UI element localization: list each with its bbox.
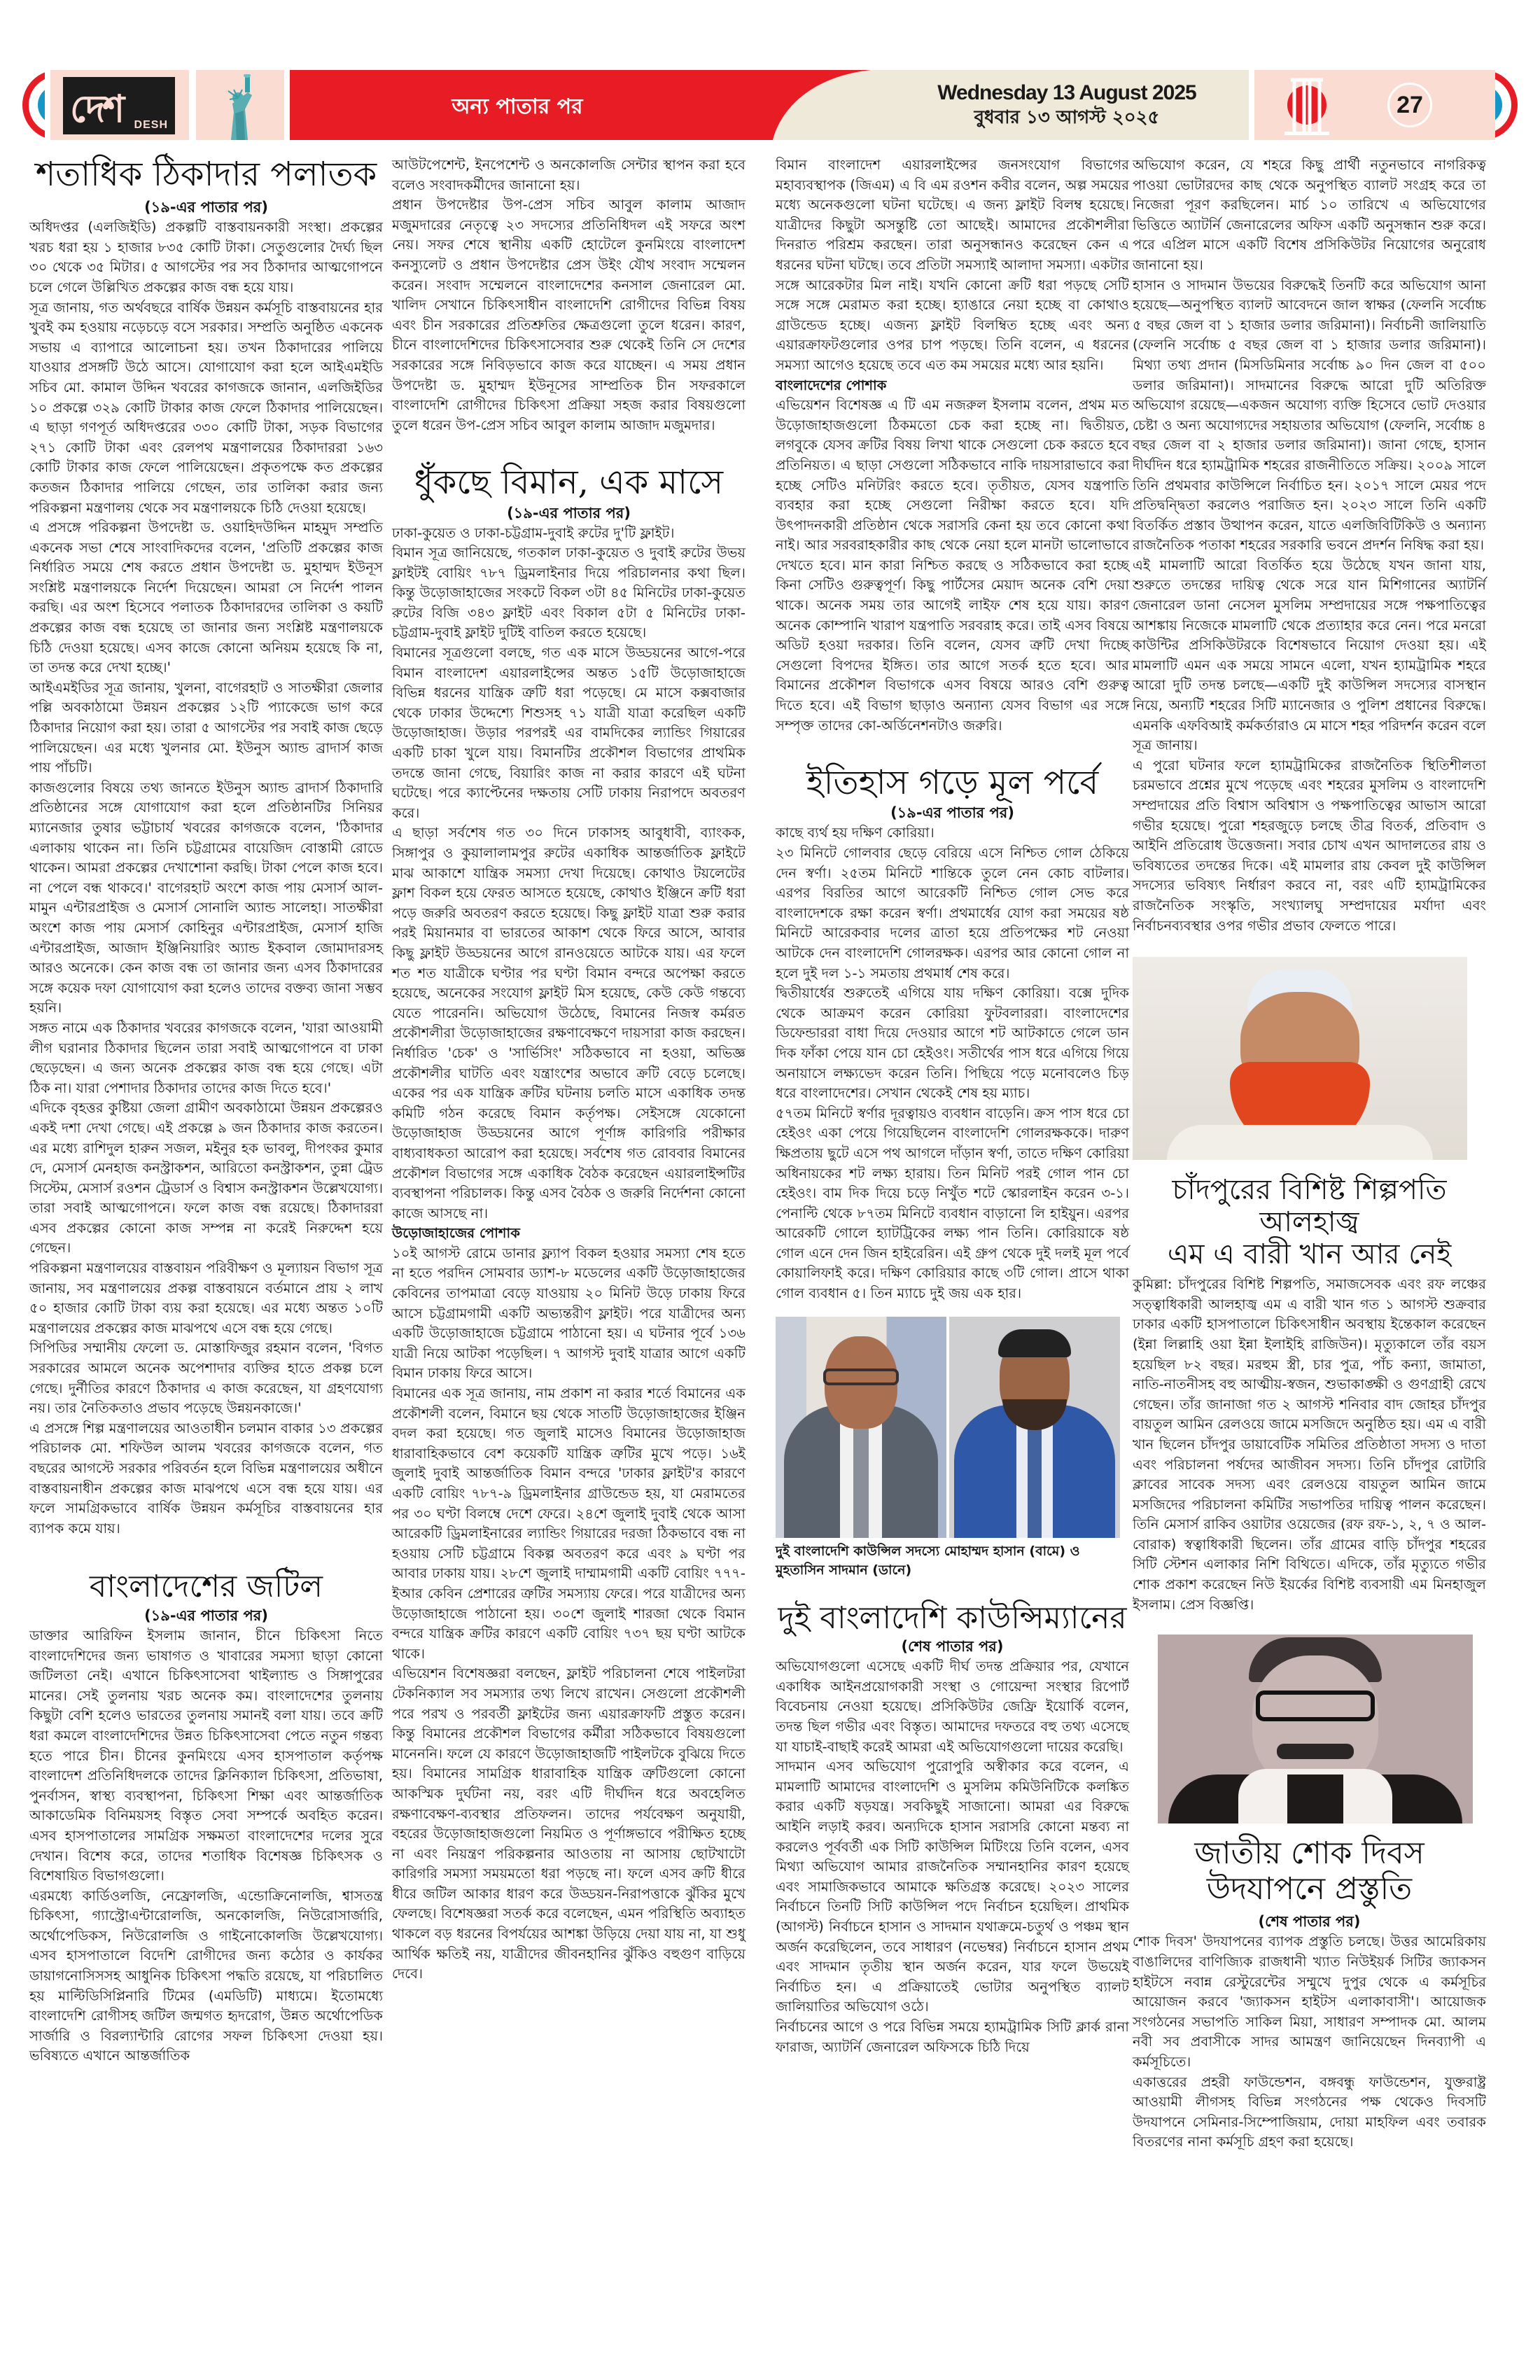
paragraph: এভিয়েশন বিশেষজ্ঞ এ টি এম নজরুল ইসলাম বলেন, প্রথম মত উড়োজাহাজগুলো ঠিকমতো চেক করা হচ্ছে না। দ্বিতীয়ত, লগবুকে যেসব ক্রটির বিষয় লিখা থাকে সেগুলো চেক করতে হবে প্রতিনিয়ত। এ ছাড়া সেগুলো সঠিকভাবে নাকি দায়সারাভাবে করা হচ্ছে সেটিও মনিটরিং করতে হবে। তৃতীয়ত, যেসব যন্ত্রপাতি ব্যবহার করা হচ্ছে সেগুলো নিরীক্ষা করতে হবে। যদি উৎপাদনকারী প্রতিষ্ঠান থেকে সরাসরি কেনা হয় তবে কোনো কথা নাই। আর সরবরাহকারীর কাছ থেকে নেয়া হলে মানটা ভালোভাবে দেখতে হবে। মান কারা নিশ্চিত করছে ও সঠিকভাবে করা হচ্ছে কিনা সেটিও গুরুত্বপূর্ণ। কিছু পার্টসের মেয়াদ অনেক বেশি দেয়া থাকে। অনেক সময় তার আগেই লাইফ শেষ হয়ে যায়। কারণ অনেক কোম্পানি খারাপ যন্ত্রপাতি সরবরাহ করে। তাই এসব বিষয়ে অডিট হওয়া দরকার। তিনি বলেন, যেসব ত্রুটি দেখা দিচ্ছে সেগুলো বিপদের ইঙ্গিত। তার আগে সতর্ক হতে হবে। আর বিমানের প্রকৌশল বিভাগকে এসব বিষয়ে আরও বেশি গুরুত্ব দিতে হবে। এই বিভাগ ছাড়াও অন্যান্য যেসব বিভাগ এর সঙ্গে সম্পৃক্ত তাদের কো-অর্ডিনেশনটাও জরুরি। <box>776 397 1129 734</box>
continuation-note: (শেষ পাতার পর) <box>901 1638 1004 1656</box>
paragraph: এভিয়েশন বিশেষজ্ঞরা বলছেন, ফ্লাইট পরিচালনা শেষে পাইলটরা টেকনিক্যাল সব সমস্যার তথ্য লিখে রাখেন। সেগুলো প্রকৌশলী পরে পরখ ও পরবর্তী ফ্লাইটের জন্য এয়ারক্রাফটি প্রস্তুত করেন। কিন্তু বিমানের প্রকৌশল বিভাগের কর্মীরা সঠিকভাবে বিষয়গুলো মানেননি। ফলে যে কারণে উড়োজাহাজটি পাইলটকে বুঝিয়ে দিতে হয়। বিমানের সামগ্রিক ধারাবাহিক যান্ত্রিক ত্রুটিগুলো কোনো আকস্মিক দুর্ঘটনা নয়, বরং এটি দীর্ঘদিন ধরে অবহেলিত রক্ষণাবেক্ষণ-ব্যবস্থার প্রতিফলন। তাদের পর্যবেক্ষণ অনুযায়ী, বহরের উড়োজাহাজগুলো নিয়মিত ও পূর্ণাঙ্গভাবে পরীক্ষিত হচ্ছে না এবং নিয়ন্ত্রণ পরিকল্পনার আওতায় না আসায় ছোটখাটো কারিগরি সমস্যা সময়মতো ধরা পড়ছে না। ফলে এসব ক্রটি ধীরে ধীরে জটিল আকার ধারণ করে উড্ডয়ন-নিরাপত্তাকে ঝুঁকির মুখে ফেলছে। বিশেষজ্ঞরা সতর্ক করে বলেছেন, এমন পরিস্থিতি অব্যাহত থাকলে বড় ধরনের বিপর্যয়ের আশঙ্কা উড়িয়ে দেয়া যায় না, যা শুধু আর্থিক ক্ষতিই নয়, যাত্রীদের জীবনহানির ঝুঁকিও বহুগুণ বাড়িয়ে দেবে। <box>392 1665 746 1982</box>
date-english: Wednesday 13 August 2025 <box>937 81 1196 104</box>
paragraph: কাজগুলোর বিষয়ে তথ্য জানতে ইউনুস অ্যান্ড ব্রাদার্স ঠিকাদারি প্রতিষ্ঠানের সঙ্গে যোগাযোগ করা হলে প্রতিষ্ঠানটির সিনিয়র ম্যানেজার তুষার ভট্টাচার্য খবরের কাগজকে বলেন, 'ঠিকাদার এলাকায় থাকেন না। তিনি চট্টগ্রামের বায়েজিদ বোস্তামী রোডে থাকেন। আমরা প্রকল্পের দেখাশোনা করছি। টাকা পেলে কাজ হবে। না পেলে বন্ধ থাকবে।' বাগেরহাট অংশে কাজ পায় মেসার্স আল-মামুন এন্টারপ্রাইজ ও মেসার্স সোনালি অ্যান্ড সালেহা। সাতক্ষীরা অংশে কাজ পায় মেসার্স কোহিনুর এন্টারপ্রাইজ, মেসার্স হাজি এন্টারপ্রাইজ, আজাদ ইঞ্জিনিয়ারিং অ্যান্ড ইকবাল জোমাদারসহ আরও অনেকে। কেন কাজ বন্ধ তা জানার জন্য এসব ঠিকাদারের সঙ্গে কয়েক দফা যোগাযোগ করা হলেও তাদের বক্তব্য জানা সম্ভব হয়নি। <box>29 779 383 1016</box>
headline-football: ইতিহাস গড়ে মূল পর্বে <box>806 763 1099 803</box>
paragraph: সাদমান এসব অভিযোগ পুরোপুরি অস্বীকার করে বলেন, এ মামলাটি আমাদের বাংলাদেশি ও মুসলিম কমিউনিটিকে কলঙ্কিত করার একটি ষড়যন্ত্র। সবকিছুই সাজানো। আমরা এর বিরুদ্ধে আইনি লড়াই করব। অন্যদিকে হাসান সরাসরি কোনো মন্তব্য না করলেও পূর্ববর্তী এক সিটি কাউন্সিল মিটিংয়ে তিনি বলেন, এসব মিথ্যা অভিযোগ আমার রাজনৈতিক সম্মানহানির কারণ হয়েছে এবং সামাজিকভাবে আমাকে ক্ষতিগ্রস্ত করেছে। ২০২৩ সালের নির্বাচনে তিনটি সিটি কাউন্সিল পদে নির্বাচন হয়েছিল। প্রাথমিক (আগস্ট) নির্বাচনে হাসান ও সাদমান যথাক্রমে-চতুর্থ ও পঞ্চম স্থান অর্জন করেছিলেন, তবে সাধারণ (নভেম্বর) নির্বাচনে হাসান প্রথম এবং সাদমান তৃতীয় স্থান অর্জন করেন, যার ফলে উভয়েই নির্বাচিত হন। এ প্রক্রিয়াতেই ভোটার অনুপস্থিত ব্যালট জালিয়াতির অভিযোগ ওঠে। <box>776 1758 1129 2015</box>
subhead: উড়োজাহাজের পোশাক <box>392 1225 520 1242</box>
article-councilmen <box>776 1601 1129 2057</box>
article-contractors <box>29 155 383 1539</box>
continuation-note: (১৯-এর পাতার পর) <box>507 504 631 522</box>
paragraph: এ ছাড়া সর্বশেষ গত ৩০ দিনে ঢাকাসহ আবুধাবী, ব্যাংকক, সিঙ্গাপুর ও কুয়ালালামপুর রুটের একাধিক আন্তর্জাতিক ফ্লাইটে মাঝ আকাশে যান্ত্রিক সমস্যা দেখা দিয়েছে। কোথাও টয়লেটের ফ্লাশ বিকল হয়ে ফেরত আসতে হয়েছে, কোথাও ইঞ্জিনে ক্রটি ধরা পড়ে জরুরি অবতরণ করতে হয়েছে। কিছু ফ্লাইট যাত্রা শুরু করার পরই মিয়ানমার বা ভারতের আকাশ থেকে ফিরে আসে, আবার কিছু ফ্লাইট উড্ডয়নের আগে রানওয়েতে আটকে যায়। এর ফলে শত শত যাত্রীকে ঘণ্টার পর ঘণ্টা বিমান বন্দরে অপেক্ষা করতে হয়েছে, অনেকের সংযোগ ফ্লাইট মিস হয়েছে, কেউ কেউ গন্তব্যে যেতে পারেননি। অভিযোগ উঠেছে, বিমানের নিজস্ব কর্মরত প্রকৌশলীরা উড়োজাহাজের রক্ষণাবেক্ষণে দায়সারা কাজ করছেন। নির্ধারিত 'চেক' ও 'সার্ভিসিং' সঠিকভাবে না হওয়া, অভিজ্ঞ প্রকৌশলীর ঘাটতি এবং যন্ত্রাংশের অভাবে ক্রটি বেড়ে চলেছে। একের পর এক যান্ত্রিক ক্রটির ঘটনায় চলতি মাসে একাধিক তদন্ত কমিটি গঠন করেছে বিমান কর্তৃপক্ষ। সেইসঙ্গে যেকোনো উড়োজাহাজ উড্ডয়নের আগে পূর্ণাঙ্গ কারিগরি পরীক্ষার বাধ্যবাধকতা আরোপ করা হয়েছে। সর্বশেষ গত রোববার বিমানের প্রকৌশল বিভাগের সঙ্গে একাধিক বৈঠক করেছেন এয়ারলাইন্সটির ব্যবস্থাপনা পরিচালক। কিন্তু এসব বৈঠক ও জরুরি নির্দেশনা কোনো কাজে আসছে না। <box>392 825 746 1222</box>
column-4 <box>1133 155 1486 2152</box>
headline-biman: ধুঁকছে বিমান, এক মাসে <box>414 463 724 503</box>
masthead-left-cap <box>17 70 45 140</box>
statue-of-liberty-emblem <box>196 70 284 140</box>
paragraph: প্রধান উপদেষ্টার উপ-প্রেস সচিব আবুল কালাম আজাদ মজুমদারের নেতৃত্বে ২৩ সদস্যের প্রতিনিধিদল এই সফরে অংশ নেয়। সফর শেষে স্থানীয় একটি হোটেলে কুনমিংয়ে বাংলাদেশ কনস্যুলেট ও প্রধান উপদেষ্টার প্রেস উইং যৌথ সংবাদ সম্মেলন করেন। সংবাদ সম্মেলনে বাংলাদেশের কনসাল জেনারেল মো. খালিদ সেখানে চিকিৎসাধীন বাংলাদেশি রোগীদের বিভিন্ন বিষয় এবং চীন সরকারের প্রতিশ্রুতির ক্ষেত্রগুলো তুলে ধরেন। কারণ, চীনে বাংলাদেশিদের চিকিৎসাসেবার শুরু থেকেই তিনি সে দেশের সরকারের সঙ্গে নিবিড়ভাবে কাজ করে যাচ্ছেন। এ সময় প্রধান উপদেষ্টা ড. মুহাম্মদ ইউনূসের সাম্প্রতিক চীন সফরকালে বাংলাদেশি রোগীদের চিকিৎসা প্রক্রিয়া সহজ করার বিষয়গুলো তুলে ধরেন উপ-প্রেস সচিব আবুল কালাম আজাদ মজুমদার। <box>392 197 746 433</box>
paragraph: ১০ই আগস্ট রোমে ডানার ফ্ল্যাপ বিকল হওয়ার সমস্যা শেষ হতে না হতে পরদিন সোমবার ড্যাশ-৮ মডেলের একটি উড়োজাহাজের কেবিনের তাপমাত্রা বেড়ে যাওয়ায় ২০ মিনিট উড়ে ঢাকায় ফিরে আসে চট্টগ্রামগামী একটি অভ্যন্তরীণ ফ্লাইট। পরে যাত্রীদের অন্য একটি উড়োজাহাজে চট্টগ্রামে পাঠানো হয়। এ ঘটনার পূর্বে ১৩৬ যাত্রী নিয়ে আটকা পড়েছিল। ৭ আগস্ট দুবাই যাত্রার আগে একটি বিমান ঢাকায় ফিরে আসে। <box>392 1245 746 1382</box>
councilmen-photo-figure <box>776 1317 1129 1580</box>
page-number-box <box>1254 70 1495 140</box>
paragraph: এ প্রসঙ্গে শিল্প মন্ত্রণালয়ের আওতাধীন চলমান বাকার ১৩ প্রকল্পের পরিচালক মো. শফিউল আলম খবরের কাগজকে বলেন, গত বছরের আগস্টে সরকার পরিবর্তন হলে বিভিন্ন মন্ত্রণালয়ের অধীনে বাস্তবায়নাধীন প্রকল্পের কাজ মাঝপথে এসে বন্ধ হয়ে যায়। এর ফলে সামগ্রিকভাবে বার্ষিক উন্নয়ন কর্মসূচির বাস্তবায়নের হার ব্যাপক কমে যায়। <box>29 1420 383 1536</box>
paragraph: বিমান বাংলাদেশ এয়ারলাইন্সের জনসংযোগ বিভাগের মহাব্যবস্থাপক (জিএম) এ বি এম রওশন কবীর বলেন, অল্প সময়ের মধ্যে অনেকগুলো ঘটনা ঘটেছে। এ জন্য ফ্লাইট বিলম্ব হয়েছে। যাত্রীদের কিছুটা অসন্তুষ্টি তো আছেই। আমাদের প্রকৌশলীরা দিনরাত পরিশ্রম করছেন। তারা অনুসন্ধানও করেছেন কেন এ ধরনের ঘটনা ঘটছে। তবে প্রতিটা সমস্যাই আলাদা সমস্যা। একটার সঙ্গে আরেকটার মিল নাই। যখনি কোনো ক্রটি ধরা পড়ছে সেটি সঙ্গে সঙ্গে মেরামত করা হচ্ছে। হ্যাঙারে নেয়া হচ্ছে বা কোথাও গ্রাউন্ডেড হচ্ছে। এজন্য ফ্লাইট বিলম্বিত হচ্ছে এবং অন্য এয়ারক্রাফটগুলোর ওপর চাপ পড়ছে। তিনি বলেন, এ ধরনের সমস্যা আগেও হয়েছে তবে এত কম সময়ের মধ্যে আর হয়নি। <box>776 157 1129 373</box>
photo-muhtasin-sadman <box>949 1317 1120 1538</box>
paragraph: পরিকল্পনা মন্ত্রণালয়ের বাস্তবায়ন পরিবীক্ষণ ও মূল্যায়ন বিভাগ সূত্র জানায়, সব মন্ত্রণালয়ের প্রকল্প বাস্তবায়নে বর্তমানে প্রায় ২ লাখ ৫০ হাজার কোটি টাকা ব্যয় করা হয়েছে। এর মধ্যে অন্তত ১০টি মন্ত্রণালয়ের প্রকল্পের কাজ মাঝপথে এসে বন্ধ হয়ে গেছে। <box>29 1260 383 1336</box>
column-1 <box>29 155 383 2066</box>
paragraph: সঙ্গত নামে এক ঠিকাদার খবরের কাগজকে বলেন, 'যারা আওয়ামী লীগ ঘরানার ঠিকাদার ছিলেন তারা সবাই আত্মগোপনে বা ঢাকা ছেড়েছেন। এ জন্য অনেক প্রকল্পের কাজ বন্ধ হয়ে গেছে। এটা ঠিক না। যারা পেশাদার ঠিকাদার তাদের কাজ দিতে হবে।' <box>29 1019 383 1096</box>
logo-glyph: দেশ <box>70 87 122 131</box>
article-mourning <box>1133 1836 1486 2152</box>
logo[interactable] <box>50 70 189 140</box>
continuation-note: (১৯-এর পাতার পর) <box>144 1606 268 1624</box>
paragraph: ঢাকা-কুয়েত ও ঢাকা-চট্টগ্রাম-দুবাই রুটের দু'টি ফ্লাইট। <box>392 524 675 541</box>
photo-caption: দুই বাংলাদেশি কাউন্সিল সদস্যে মোহাম্মদ হাসান (বামে) ও মুহতাসিন সাদমান (ডানে) <box>776 1543 1080 1578</box>
paragraph: অভিযোগগুলো এসেছে একটি দীর্ঘ তদন্ত প্রক্রিয়ার পর, যেখানে একাধিক আইনপ্রয়োগকারী সংস্থা ও গোয়েন্দা সংস্থার রিপোর্ট বিবেচনায় নেওয়া হয়েছে। প্রসিকিউটর জেফ্রি ইয়োর্কি বলেন, তদন্ত ছিল গভীর এবং বিস্তৃত। আমাদের দফতরে বহু তথ্য এসেছে যা যাচাই-বাছাই করেই আমরা এই অভিযোগগুলো দায়ের করেছি। <box>776 1658 1129 1755</box>
continuation-note: (শেষ পাতার পর) <box>1258 1913 1361 1931</box>
section-title: অন্য পাতার পর <box>451 94 583 119</box>
paragraph: ২৩ মিনিটে গোলবার ছেড়ে বেরিয়ে এসে নিশ্চিত গোল ঠেকিয়ে দেন স্বর্ণা। ২৫তম মিনিটে শান্তিকে তুলে নেন কোচ বাটলার। এরপর বিরতির আগে আরেকটি নিশ্চিত গোল সেভ করে বাংলাদেশকে রক্ষা করেন স্বর্ণা। প্রথমার্ধের যোগ করা সময়ের ষষ্ঠ মিনিটে আরেকবার দলের ত্রাতা হয়ে প্রতিপক্ষের শট নেওয়া আটকে দেন বাংলাদেশি গোলরক্ষক। এরপর আর কোনো গোল না হলে দুই দল ১-১ সমতায় প্রথমার্ধ শেষ করে। <box>776 845 1129 981</box>
obituary-photo-figure <box>1133 957 1486 1160</box>
paragraph: দ্বিতীয়ার্ধের শুরুতেই এগিয়ে যায় দক্ষিণ কোরিয়া। বক্সে দুদিক থেকে আক্রমণ করেন কোরিয়া ফুটবলাররা। বাংলাদেশের ডিফেন্ডাররা বাধা দিয়ে দেওয়ার আগে শট আটকাতে গেলে ডান দিক ফাঁকা পেয়ে যান চো হেইওং। সতীর্থের পাস ধরে এগিয়ে গিয়ে অনায়াসে লক্ষ্যভেদ করেন তিনি। পিছিয়ে পড়ে মনোবলেও চিড় ধরে বাংলাদেশের। সেখান থেকেই শেষ হয় ম্যাচ। <box>776 985 1129 1102</box>
paragraph: কাছে ব্যর্থ হয় দক্ষিণ কোরিয়া। <box>776 825 934 841</box>
article-biman-continued <box>776 155 1129 736</box>
mourning-portrait[interactable] <box>1158 1634 1473 1823</box>
paragraph: বিমানের সূত্রগুলো বলছে, গত এক মাসে উড্ডয়নের আগে-পরে বিমান বাংলাদেশ এয়ারলাইন্সের অন্তত ১৫টি উড়োজাহাজে বিভিন্ন ধরনের যান্ত্রিক ত্রুটি ধরা পড়েছে। মে মাসে কক্সবাজার থেকে ঢাকার উদ্দেশ্যে শিশুসহ ৭১ যাত্রী যাত্রা করেছিল একটি উড়োজাহাজ। উড়ার পরপরই এর বামদিকের ল্যান্ডিং গিয়ারের একটি চাকা খুলে যায়। বিমানটির প্রকৌশল বিভাগের প্রাথমিক তদন্তে জানা গেছে, বিয়ারিং কাজ না করার কারণে এই ঘটনা ঘটেছে। পরে ক্যাপ্টেনের দক্ষতায় সেটি ঢাকায় নিরাপদে অবতরণ করে। <box>392 645 746 821</box>
article-football <box>776 764 1129 1303</box>
obituary-portrait[interactable] <box>1133 957 1467 1160</box>
paragraph: সিপিডির সম্মানীয় ফেলো ড. মোস্তাফিজুর রহমান বলেন, 'বিগত সরকারের আমলে অনেক অপেশাদার ব্যক্তির হাতে প্রকল্প চলে গেছে। দুর্নীতির কারণে ঠিকাদার এ কাজ করেছেন, যা গ্রহণযোগ্য নয়। তার নৈতিকতাও প্রভাব পড়েছে উন্নয়নকাজে।' <box>29 1340 383 1417</box>
dateline <box>906 81 1228 130</box>
column-2 <box>392 155 746 1984</box>
subhead: বাংলাদেশের পোশাক <box>776 377 887 393</box>
masthead-right-cap <box>1495 70 1523 140</box>
paragraph: অধিদপ্তর (এলজিইডি) প্রকল্পটি বাস্তবায়নকারী সংস্থা। প্রকল্পের খরচ ধরা হয় ১ হাজার ৮৩৫ কোটি টাকা। সেতুগুলোর দৈর্ঘ্য ছিল ৩০ থেকে ৩৫ মিটার। ৫ আগস্টের পর সব ঠিকাদার আত্মগোপনে চলে গেলে উল্লিখিত প্রকল্পের কাজ বন্ধ হয়ে যায়। <box>29 219 383 295</box>
masthead <box>17 70 1523 140</box>
article-councilmen-continued <box>1133 155 1486 936</box>
paragraph: বিমান সূত্র জানিয়েছে, গতকাল ঢাকা-কুয়েত ও দুবাই রুটের উভয় ফ্লাইটই বোয়িং ৭৮৭ ড্রিমলাইনার দিয়ে পরিচালনার কথা ছিল। কিন্তু উড়োজাহাজের সংকটে বিকল ৩টা ৪৫ মিনিটের ঢাকা-কুয়েত রুটের বিজি ৩৪৩ ফ্লাইট এবং বিকাল ৫টা ৫ মিনিটের ঢাকা-চট্টগ্রাম-দুবাই ফ্লাইট দুটিই বাতিল করতে হয়েছে। <box>392 545 746 641</box>
paragraph: ৫৭তম মিনিটে স্বর্ণার দূরত্বায়ও ব্যবধান বাড়েনি। ক্রস পাস ধরে চো হেইওং একা পেয়ে গিয়েছিলেন বাংলাদেশি গোলরক্ষককে। দারুণ ক্ষিপ্রতায় ছুটে এসে পথ আগলে দাঁড়ান স্বর্ণা, তাতে দক্ষিণ কোরিয়া অধিনায়কের শট লক্ষ্য হারায়। তিন মিনিট পরই গোল পান চো হেইওং। বাম দিক দিয়ে চড়ে নিখুঁত শটে স্কোরলাইন করেন ৩-১। পেনাল্টি থেকে ৮৭তম মিনিটে ব্যবধান বাড়ানো লি হাইয়ুন। এরপর আরেকটি গোলে হ্যাটট্রিকের লক্ষ্য পান তিনি। কোরিয়াকে ষষ্ঠ গোল এনে দেন জিন হাইরেরিন। এই গ্রুপ থেকে দুই দলই মূল পর্বে কোয়ালিফাই করে। দক্ষিণ কোরিয়ার কাছে ৩টি গোল। প্রাসে থাকা গোল ব্যবধান ৫। তিন ম্যাচে দুই জয় এক হার। <box>776 1105 1129 1302</box>
article-biman <box>392 463 746 1984</box>
article-obituary <box>1133 1174 1486 1615</box>
headline-complex: বাংলাদেশের জটিল <box>89 1569 323 1605</box>
mourning-photo-figure <box>1133 1634 1486 1823</box>
page-number: 27 <box>1387 83 1432 127</box>
paragraph: সূত্র জানায়, গত অর্থবছরে বার্ষিক উন্নয়ন কর্মসূচি বাস্তবায়নের হার খুবই কম হওয়ায় নড়েচড়ে বসে সরকার। সম্প্রতি অনুষ্ঠিত একনেক সভায় এ ব্যাপারে আলোচনা হয়। তখন ঠিকাদারের পালিয়ে যাওয়ার প্রসঙ্গটি উঠে আসে। যোগাযোগ করা হলে আইএমইডি সচিব মো. কামাল উদ্দিন খবরের কাগজকে জানান, এলজিইডির ১০ প্রকল্পে ৩২৯ কোটি টাকার কাজ ফেলে ঠিকাদার পালিয়েছেন। এ ছাড়া গণপূর্ত অধিদপ্তরের ৩৩০ কোটি টাকা, সড়ক বিভাগের ২৭১ কোটি টাকা এবং রেলপথ মন্ত্রণালয়ের ঠিকাদাররা ১৬৩ কোটি টাকার কাজ ফেলে পালিয়েছেন। প্রকৃতপক্ষে কত প্রকল্পের কতজন ঠিকাদার পালিয়ে গেছেন, তার তালিকা করার জন্য পরিকল্পনা মন্ত্রণালয় থেকে সব মন্ত্রণালয়কে চিঠি দেওয়া হয়েছে। <box>29 299 383 516</box>
shaheed-minar-icon <box>1282 76 1331 136</box>
headline-contractors: শতাধিক ঠিকাদার পলাতক <box>35 155 377 194</box>
continuation-note: (১৯-এর পাতার পর) <box>144 199 268 216</box>
paragraph: এ প্রসঙ্গে পরিকল্পনা উপদেষ্টা ড. ওয়াহিদউদ্দিন মাহমুদ সম্প্রতি একনেক সভা শেষে সাংবাদিকদের বলেন, 'প্রতিটি প্রকল্পের কাজ নির্ধারিত সময়ে শেষ করতে প্রধান উপদেষ্টা ড. মুহাম্মদ ইউনূস সংশ্লিষ্ট মন্ত্রণালয়কে নির্দেশ দিয়েছেন। আমরা সে নির্দেশ পালন করছি। এর অংশ হিসেবে পলাতক ঠিকাদারদের তালিকা ও কয়টি প্রকল্পের কাজ বন্ধ হয়েছে তা জানার জন্য সংশ্লিষ্ট মন্ত্রণালয়কে চিঠি দেওয়া হয়েছে। এসব কাজে কোনো অনিয়ম হয়েছে কি না, তা তদন্ত করে দেখা হচ্ছে।' <box>29 519 383 676</box>
headline-obituary-line1: চাঁদপুরের বিশিষ্ট শিল্পপতি আলহাজ্ব <box>1172 1174 1447 1239</box>
paragraph: এদিকে বৃহত্তর কুষ্টিয়া জেলা গ্রামীণ অবকাঠামো উন্নয়ন প্রকল্পেরও একই দশা দেখা গেছে। এই প্রকল্পে ৯ জন ঠিকাদার কাজ করতেন। এর মধ্যে রাশিদুল হারুন সজল, মইনুর হক ভাবলু, দীপংকর কুমার দে, মেসার্স মেনহাজ কনস্ট্রাকশন, আরিতো কনস্ট্রাকশন, তুন্না ট্রেড সিস্টেম, মেসার্স রওশন ট্রেডার্স ও বিশ্বাস কনস্ট্রাকশন উল্লেখযোগ্য। তারা সবাই আত্মগোপনে। ফলে কাজ বন্ধ রয়েছে। ঠিকাদাররা এসব প্রকল্পের কোনো কাজ সম্পন্ন না করেই নিরুদ্দেশ হয়ে গেছেন। <box>29 1100 383 1256</box>
paragraph: শোক দিবস' উদযাপনের ব্যাপক প্রস্তুতি চলছে। উত্তর আমেরিকায় বাঙালিদের বাণিজ্যিক রাজধানী খ্যাত নিউইয়র্ক সিটির জ্যাকসন হাইটসে নবান্ন রেস্টুরেন্টের সম্মুখে দুপুর থেকে এ কর্মসূচির আয়োজন করবে 'জ্যাকসন হাইটস এলাকাবাসী'। আয়োজক সংগঠনের সভাপতি সাকিল মিয়া, সাধারণ সম্পাদক মো. আলম নবী সব প্রবাসীকে সাদর আমন্ত্রণ জানিয়েছেন দিনব্যাপী এ কর্মসূচিতে। <box>1133 1933 1486 2070</box>
paragraph: হাসান ও সাদমান উভয়ের বিরুদ্ধেই তিনটি করে অভিযোগ আনা হয়েছে—অনুপস্থিত ব্যালট আবেদনে জাল স্বাক্ষর (ফেলনি সর্বোচ্চ ৫ বছর জেল বা ১ হাজার ডলার জরিমানা)। নির্বাচনী জালিয়াতি (ফেলনি সর্বোচ্চ ৫ বছর জেল বা ১ হাজার ডলার জরিমানা)। মিথ্যা তথ্য প্রদান (মিসডিমিনার সর্বোচ্চ ৯০ দিন জেল বা ৫০০ ডলার জরিমানা)। সাদমানের বিরুদ্ধে আরো দুটি অতিরিক্ত অভিযোগ রয়েছে—একজন অযোগ্য ব্যক্তি হিসেবে ভোট দেওয়ার চেষ্টা ও অন্য অযোগ্যদের সহায়তার অভিযোগ (ফেলনি, সর্বোচ্চ ৪ বছর জেল বা ২ হাজার ডলার জরিমানা)। জানা গেছে, হাসান দীর্ঘদিন ধরে হ্যামট্রামিক শহরের রাজনীতিতে সক্রিয়। ২০০৯ সালে তিনি প্রথমবার কাউন্সিলে নির্বাচিত হন। ২০১৭ সালে মেয়র পদে প্রতিদ্বন্দ্বিতা করলেও পরাজিত হন। ২০২৩ সালে তিনি একটি বিতর্কিত প্রস্তাব উত্থাপন করেন, যাতে এলজিবিটিকিউ ও অন্যান্য রাজনৈতিক পতাকা শহরের সরকারি ভবনে প্রদর্শন নিষিদ্ধ করা হয়। <box>1133 276 1486 554</box>
paragraph: এরমধ্যে কার্ডিওলজি, নেফ্রোলজি, এন্ডোক্রিনোলজি, শ্বাসতন্ত্র চিকিৎসা, গ্যাস্ট্রোএন্টারোলজি, অনকোলজি, নিউরোসার্জারি, অর্থোপেডিকস, নিউরোলজি ও গাইনোকোলজি উল্লেখযোগ্য। এসব হাসপাতালে বিদেশি রোগীদের জন্য কঠোর ও কার্যকর ডায়াগনোসিসসহ আধুনিক চিকিৎসা পদ্ধতি রয়েছে, যা পরিচালিত হয় মাল্টিডিসিপ্লিনারি টিমের (এমডিটি) মাধ্যমে। ইতোমধ্যে বাংলাদেশি রোগীসহ জটিল জন্মগত হৃদরোগ, উন্নত অর্থোপেডিক সার্জারি ও বিরল্যান্টারি রোগের সফল চিকিৎসা দেওয়া হয়। ভবিষ্যতে এখানে আন্তর্জাতিক <box>29 1887 383 2064</box>
paragraph: বিমানের এক সূত্র জানায়, নাম প্রকাশ না করার শর্তে বিমানের এক প্রকৌশলী বলেন, বিমানে ছয় থেকে সাতটি উড়োজাহাজের ইঞ্জিন বদল করা হয়েছে। গত জুলাই মাসেও বিমানের উড়োজাহাজ ধারাবাহিকভাবে বেশ কয়েকটি যান্ত্রিক ত্রুটির মুখে পড়ে। ১৬ই জুলাই দুবাই আন্তর্জাতিক বিমান বন্দরে 'ঢাকার ফ্লাইট'র কারণে একটি বোয়িং ৭৮৭-৯ ড্রিমলাইনার গ্রাউন্ডেড হয়, যা মেরামতের পর ৩০ ঘণ্টা বিলম্বে দেশে ফেরে। ২৪শে জুলাই দুবাই থেকে আসা আরেকটি ড্রিমলাইনারের ল্যান্ডিং গিয়ারের দরজা ঠিকভাবে বন্ধ না হওয়ায় সেটি চট্টগ্রামে বিকল্প অবতরণ করে এবং ৯ ঘণ্টা পর আবার ঢাকায় যায়। ২৮শে জুলাই দাম্মামগামী একটি বোয়িং ৭৭৭-ইআর কেবিন প্রেশারের ত্রুটির সমস্যায় ফেরে। পরে যাত্রীদের অন্য উড়োজাহাজে পাঠানো হয়। ৩০শে জুলাই শারজা থেকে বিমান বন্দরে যান্ত্রিক ক্রটির কারণে একটি বোয়িং ৭৩৭ ছয় ঘণ্টা আটকে থাকে। <box>392 1385 746 1662</box>
headline-mourning-line1: জাতীয় শোক দিবস <box>1194 1835 1424 1872</box>
paragraph: একাত্তরের প্রহরী ফাউন্ডেশন, বঙ্গবন্ধু ফাউন্ডেশন, যুক্তরাষ্ট্র আওয়ামী লীগসহ বিভিন্ন সংগঠনের পক্ষ থেকেও দিবসটি উদযাপনে সেমিনার-সিম্পোজিয়াম, দোয়া মাহফিল এবং তবারক বিতরণের নানা কর্মসূচি গ্রহণ করা হয়েছে। <box>1133 2073 1486 2150</box>
statue-of-liberty-icon <box>224 74 256 140</box>
logo-subtitle: DESH <box>134 119 168 131</box>
headline-councilmen: দুই বাংলাদেশি কাউন্সিম্যানের <box>778 1600 1127 1636</box>
desh-logo-mark <box>63 77 175 134</box>
paragraph: কুমিল্লা: চাঁদপুরের বিশিষ্ট শিল্পপতি, সমাজসেবক এবং রফ লঞ্চের সত্ত্বাধিকারী আলহাজ্ব এম এ বারী খান গত ১ আগস্ট শুক্রবার ঢাকার একটি হাসপাতালে চিকিৎসাধীন অবস্থায় ইন্তেকাল করেছেন (ইন্না লিল্লাহি ওয়া ইন্না ইলাইহি রাজিউন)। মৃত্যুকালে তাঁর বয়স হয়েছিল ৮২ বছর। মরহুম স্ত্রী, চার পুত্র, পাঁচ কন্যা, জামাতা, নাতি-নাতনীসহ বহু আত্মীয়-স্বজন, শুভাকাঙ্ক্ষী ও গুণগ্রাহী রেখে গেছেন। তাঁর জানাজা গত ২ আগস্ট শনিবার বাদ জোহর চাঁদপুর বায়তুল আমিন রেলওয়ে জামে মসজিদে অনুষ্ঠিত হয়। এম এ বারী খান ছিলেন চাঁদপুর ডায়াবেটিক সমিতির প্রতিষ্ঠাতা সদস্য ও দাতা এবং পরিচালনা পর্ষদের আজীবন সদস্য। তিনি চাঁদপুর রোটারি ক্লাবের সাবেক সদস্য এবং রেলওয়ে বায়তুল আমিন জামে মসজিদের পরিচালনা কমিটির সভাপতির দায়িত্ব পালন করেছেন। তিনি মেসার্স রাকিব ওয়াটার ওয়েজের (রফ রফ-১, ২, ৭ ও আল-বোরাক) স্বত্বাধিকারী ছিলেন। তাঁর গ্রামের বাড়ি চাঁদপুর শহরের সিটি স্টেশন এলাকার নিশি বিথিতে। এদিকে, তাঁর মৃত্যুতে গভীর শোক প্রকাশ করেছেন নিউ ইয়র্কের বিশিষ্ট ব্যবসায়ী এম মিনহাজুল ইসলাম। প্রেস বিজ্ঞপ্তি। <box>1133 1276 1486 1613</box>
councilmen-photo[interactable] <box>776 1317 1120 1538</box>
column-3 <box>776 155 1129 2057</box>
paragraph: আইএমইডির সূত্র জানায়, খুলনা, বাগেরহাট ও সাতক্ষীরা জেলার পল্লি অবকাঠামো উন্নয়ন প্রকল্পের ১২টি প্যাকেজে ভাগ করে ঠিকাদার নিয়োগ করা হয়। তারা ৫ আগস্টের পর সবাই কাজ ছেড়ে পালিয়েছেন। এর মধ্যে খুলনার মো. ইউনুস অ্যান্ড ব্রাদার্স কাজ পায় পাঁচটি। <box>29 679 383 776</box>
paragraph: অভিযোগ করেন, যে শহরে কিছু প্রার্থী নতুনভাবে নাগরিকত্ব পাওয়া ভোটারদের কাছ থেকে অনুপস্থিত ব্যালট সংগ্রহ করে তা নিজেরা পূরণ করছিলেন। মার্চ ১০ তারিখে এ অভিযোগের ভিত্তিতে অ্যাটর্নি জেনারেলের অফিস একটি অনুসন্ধান শুরু করে। পরে এপ্রিল মাসে একটি বিশেষ প্রসিকিউটর নিয়োগের অনুরোধ জানানো হয়। <box>1133 157 1486 273</box>
paragraph: এ পুরো ঘটনার ফলে হ্যামট্রামিকের রাজনৈতিক স্থিতিশীলতা চরমভাবে প্রশ্নের মুখে পড়েছে এবং শহরের মুসলিম ও বাংলাদেশি সম্প্রদায়ের প্রতি বিশ্বাস অবিশ্বাস ও পক্ষপাতিত্বের আভাস আরো গভীর হয়েছে। পুরো শহরজুড়ে চলছে তীব্র বিতর্ক, প্রতিবাদ ও আইনি প্রতিরোধ উত্তেজনা। সবার চোখ এখন আদালতের রায় ও ভবিষ্যতের তদন্তের দিকে। এই মামলার রায় কেবল দুই কাউন্সিল সদস্যের ভবিষ্যৎ নির্ধারণ করবে না, বরং এটি হ্যামট্রামিকের রাজনৈতিক সংস্কৃতি, সংখ্যালঘু সম্প্রদায়ের মর্যাদা এবং নির্বাচনব্যবস্থার ওপর গভীর প্রভাব ফেলতে পারে। <box>1133 757 1486 934</box>
photo-mohammad-hasan <box>776 1317 946 1538</box>
headline-mourning-line2: উদযাপনে প্রস্তুতি <box>1206 1870 1413 1907</box>
paragraph: নির্বাচনের আগে ও পরে বিভিন্ন সময়ে হ্যামট্রামিক সিটি ক্লার্ক রানা ফারাজ, অ্যাটর্নি জেনারেল অফিসকে চিঠি দিয়ে <box>776 2018 1129 2055</box>
continuation-note: (১৯-এর পাতার পর) <box>890 804 1014 822</box>
paragraph: ডাক্তার আরিফিন ইসলাম জানান, চীনে চিকিৎসা নিতে বাংলাদেশিদের জন্য ভাষাগত ও খাবারের সমস্যা ছাড়া কোনো জটিলতা নেই। এখানে চিকিৎসাসেবা থাইল্যান্ড ও সিঙ্গাপুরের মানের। সেই তুলনায় খরচ অনেক কম। বাংলাদেশের তুলনায় কিছুটা বেশি হলেও ভারতের তুলনায় সমানই বলা যায়। তবে ক্রটি ধরা কমলে বাংলাদেশিদের উন্নত চিকিৎসাসেবা পেতে নতুন গন্তব্য হতে পারে চীন। চীনের কুনমিংয়ে এসব হাসপাতাল কর্তৃপক্ষ বাংলাদেশ প্রতিনিধিদলকে তাদের ক্লিনিক্যাল চিকিৎসা, প্রতিভাষা, পুনর্বাসন, স্বাস্থ্য ব্যবস্থাপনা, চিকিৎসা শিক্ষা এবং আন্তর্জাতিক আকাডেমিক বিনিময়সহ বিস্তৃত সেবা সম্পর্কে অবহিত করেন। এসব হাসপাতালের সামগ্রিক সক্ষমতা বাংলাদেশের দলের সুরে দেখান। বিশেষ করে, তাদের শতাধিক বিশেষজ্ঞ চিকিৎসক ও বিশেষায়িত বিভাগগুলো। <box>29 1627 383 1884</box>
section-banner <box>290 70 1249 140</box>
paragraph: আউটপেশেন্ট, ইনপেশেন্ট ও অনকোলজি সেন্টার স্থাপন করা হবে বলেও সংবাদকর্মীদের জানানো হয়। <box>392 157 746 193</box>
article-complex-continued <box>392 155 746 435</box>
paragraph: এই মামলাটি আরো বিতর্কিত হয়ে উঠেছে যখন জানা যায়, শুরুতে তদন্তের দায়িত্ব থেকে সরে যান মিশিগানের অ্যাটর্নি জেনারেল ডানা নেসেল মুসলিম সম্প্রদায়ের সঙ্গে পক্ষপাতিত্বের আশঙ্কায় নিজেকে মামলাটি থেকে প্রত্যাহার করে নেন। পরে মনরো কাউন্টির প্রসিকিউটরকে বিশেষভাবে নিয়োগ দেওয়া হয়। এই মামলাটি এমন এক সময়ে সামনে এলো, যখন হ্যামট্রামিক শহরে আরো দুটি তদন্ত চলছে—একটি দুই কাউন্সিল সদস্যের বাসস্থান নিয়ে, অন্যটি শহরের সিটি ম্যানেজার ও পুলিশ প্রধানের বিরুদ্ধে। এমনকি এফবিআই কর্মকর্তারাও মে মাসে শহর পরিদর্শন করেন বলে সূত্র জানায়। <box>1133 556 1486 754</box>
date-bengali: বুধবার ১৩ আগস্ট ২০২৫ <box>974 107 1160 128</box>
article-complex <box>29 1569 383 2066</box>
headline-obituary-line2: এম এ বারী খান আর নেই <box>1167 1238 1452 1271</box>
